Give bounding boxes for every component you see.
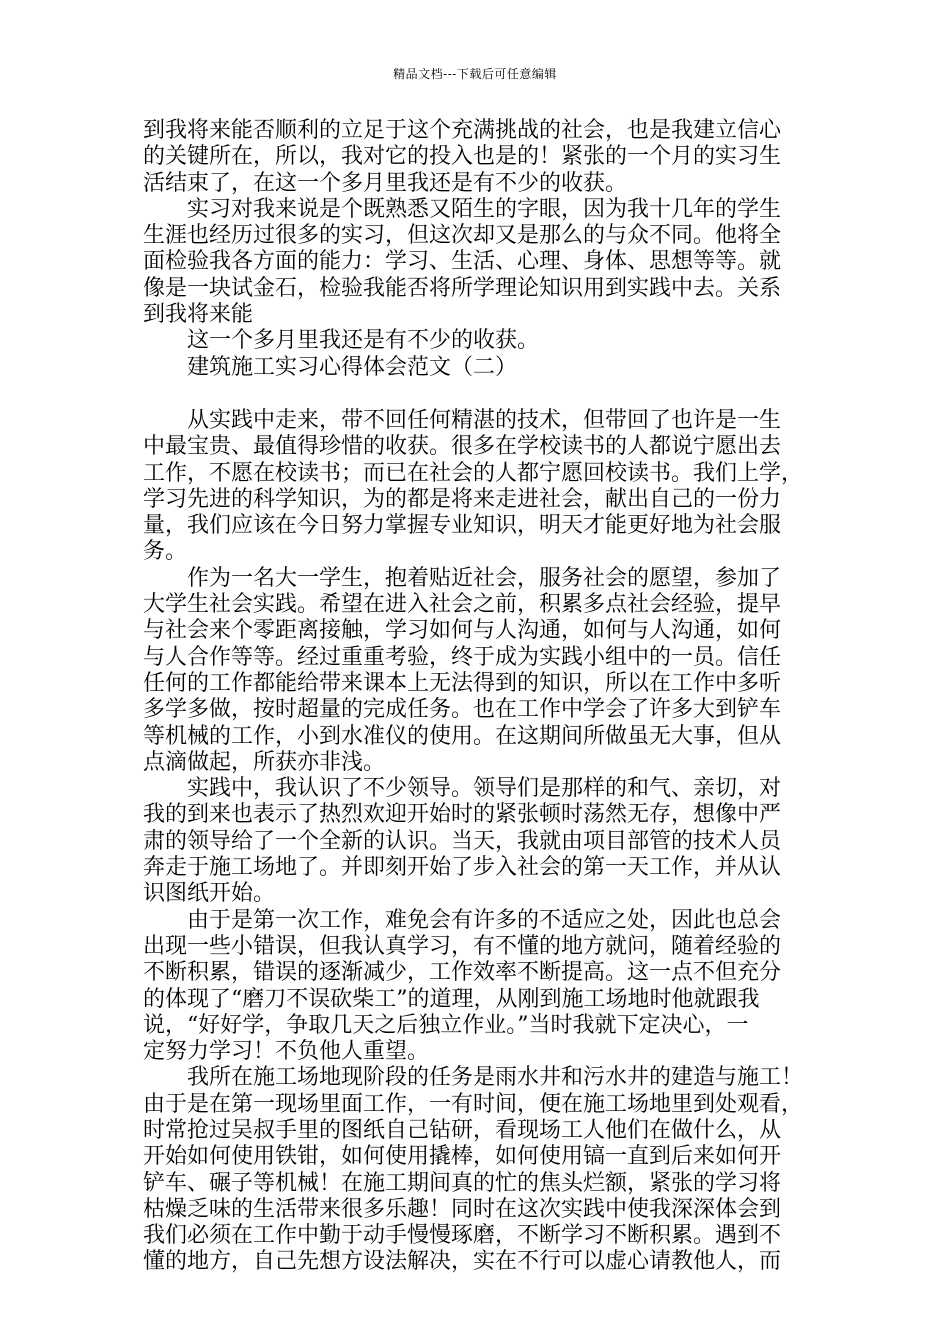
paragraph: 作为一名大一学生，抱着贴近社会，服务社会的愿望，参加了 大学生社会实践。希望在进入社会之前，积累多点社会经验，提早 与社会来个零距离接触，学习如何与人沟通，如何与人沟通，如何 与人合作等等。经过重重考验，终于成为实践小组中的一员。信任 任何的工作都能给带来课本上无法得到的知识，所以在工作中多听 多学多做，按时超量的完成任务。也在工作中学会了许多大到铲车 等机械的工作，小到水准仪的使用。在这期间所做虽无大事，但从 点滴做起，所获亦非浅。 — [143, 565, 782, 775]
blank-line — [143, 381, 827, 408]
paragraph: 由于是第一次工作，难免会有许多的不适应之处，因此也总会 出现一些小错误，但我认真学习，有不懂的地方就问，随着经验的 不断积累，错误的逐渐减少，工作效率不断提高。这一点不但充分 的体现了“磨刀不误砍柴工”的道理，从刚到施工场地时他就跟我 说，“好好学，争取几天之后独立作业。”当时我就下定决心，一 定努力学习！不负他人重望。 — [143, 907, 782, 1065]
paragraph-continuation: 到我将来能否顺利的立足于这个充满挑战的社会，也是我建立信心 的关键所在，所以，我对它的投入也是的！紧张的一个月的实习生 活结束了，在这一个多月里我还是有不少的收获。 — [143, 118, 782, 196]
paragraph: 实践中，我认识了不少领导。领导们是那样的和气、亲切，对 我的到来也表示了热烈欢迎开始时的紧张顿时荡然无存，想像中严 肃的领导给了一个全新的认识。当天，我就由项目部管的技术人员 奔走于施工场地了。并即刻开始了步入社会的第一天工作，并从认 识图纸开始。 — [143, 776, 782, 907]
paragraph: 我所在施工场地现阶段的任务是雨水井和污水井的建造与施工！ 由于是在第一现场里面工作，一有时间，便在施工场地里到处观看， 时常抢过吴叔手里的图纸自己钻研，看现场工人他们在做什么，从 开始如何使用铁钳，如何使用撬棒，如何使用镐一直到后来如何开 铲车、碾子等机械！在施工期间真的忙的焦头烂额，紧张的学习将 枯燥乏味的生活带来很多乐趣！同时在这次实践中使我深深体会到 我们必须在工作中勤于动手慢慢琢磨，不断学习不断积累。遇到不 懂的地方，自己先想方设法解决，实在不行可以虚心请教他人，而 — [143, 1065, 804, 1275]
paragraph: 这一个多月里我还是有不少的收获。 — [187, 328, 540, 354]
document-body — [143, 118, 827, 1276]
paragraph: 从实践中走来，带不回任何精湛的技术，但带回了也许是一生 中最宝贵、最值得珍惜的收获。很多在学校读书的人都说宁愿出去 工作，不愿在校读书；而已在社会的人都宁愿回校读书。我们上学， 学习先进的科学知识，为的都是将来走进社会，献出自己的一份力 量，我们应该在今日努力掌握专业知识，明天才能更好地为社会服 务。 — [143, 407, 804, 565]
paragraph: 实习对我来说是个既熟悉又陌生的字眼，因为我十几年的学生 生涯也经历过很多的实习，但这次却又是那么的与众不同。他将全 面检验我各方面的能力：学习、生活、心理、身体、思想等等。就 像是一块试金石，检验我能否将所学理论知识用到实践中去。关系 到我将来能 — [143, 196, 782, 328]
page-header: 精品文档---下载后可任意编辑 — [393, 67, 557, 81]
section-title: 建筑施工实习心得体会范文（二） — [187, 354, 518, 380]
